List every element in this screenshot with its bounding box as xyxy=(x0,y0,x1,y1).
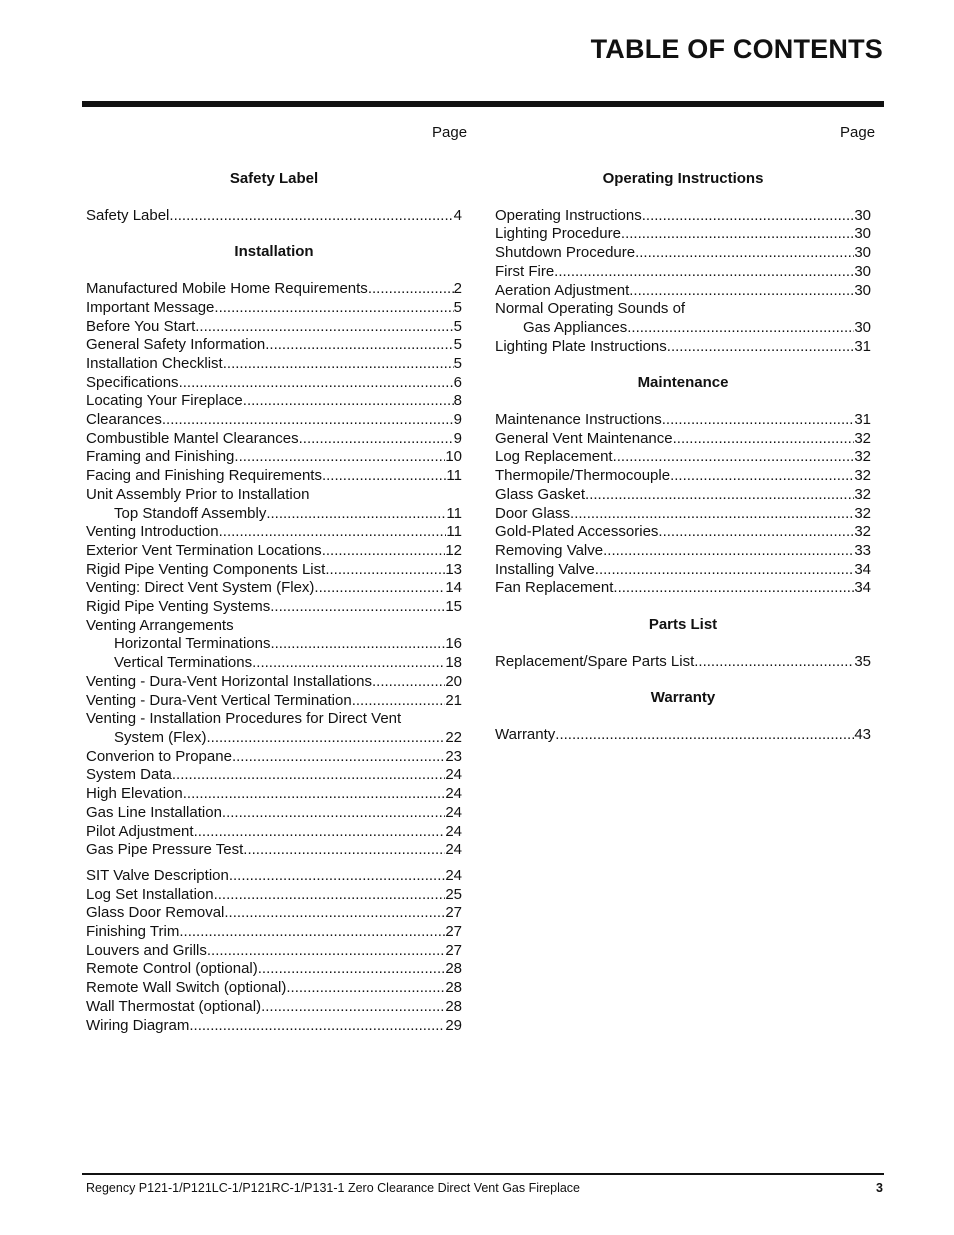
toc-entry-page-number: 8 xyxy=(453,392,462,410)
toc-entry-title: Gas Pipe Pressure Test xyxy=(86,841,244,859)
toc-entry xyxy=(86,904,462,923)
dot-leader xyxy=(219,523,447,542)
toc-entry-page-number: 27 xyxy=(445,941,462,959)
toc-entry-title: Gold-Plated Accessories xyxy=(495,523,659,541)
dot-leader xyxy=(613,448,855,467)
dot-leader xyxy=(322,467,446,486)
toc-entry xyxy=(495,430,871,449)
toc-entry-page-number: 5 xyxy=(453,298,462,316)
dot-leader xyxy=(234,448,445,467)
toc-entry-title: Exterior Vent Termination Locations xyxy=(86,541,322,559)
dot-leader xyxy=(162,411,454,430)
toc-entry xyxy=(86,841,462,860)
toc-entry-title: Venting - Dura-Vent Horizontal Installations xyxy=(86,672,372,690)
toc-entry xyxy=(495,542,871,561)
toc-entry-title: Louvers and Grills xyxy=(86,941,207,959)
toc-entry xyxy=(86,785,462,804)
toc-entry-page-number: 33 xyxy=(854,541,871,559)
toc-entry-title: Locating Your Fireplace xyxy=(86,392,243,410)
toc-entry-title: Rigid Pipe Venting Components List xyxy=(86,560,326,578)
dot-leader xyxy=(261,998,445,1017)
toc-entry-title: Wiring Diagram xyxy=(86,1016,190,1034)
toc-entry-title: Remote Control (optional) xyxy=(86,960,258,978)
toc-entry-title: General Vent Maintenance xyxy=(495,429,673,447)
toc-entry xyxy=(86,617,462,636)
toc-entry xyxy=(86,505,462,524)
toc-entry-page-number: 30 xyxy=(854,225,871,243)
toc-entry-page-number: 11 xyxy=(446,467,462,485)
toc-entry-title: Gas Line Installation xyxy=(86,803,222,821)
toc-entry xyxy=(86,467,462,486)
toc-entry xyxy=(86,561,462,580)
toc-entry xyxy=(495,207,871,226)
toc-entry-page-number: 9 xyxy=(453,411,462,429)
toc-entry xyxy=(86,823,462,842)
toc-entry xyxy=(86,654,462,673)
dot-leader xyxy=(667,338,855,357)
toc-entry xyxy=(495,561,871,580)
toc-entry xyxy=(495,300,871,319)
toc-entry-page-number: 16 xyxy=(445,635,462,653)
toc-entry-title: Removing Valve xyxy=(495,541,604,559)
dot-leader xyxy=(183,785,446,804)
toc-entry-page-number: 5 xyxy=(453,317,462,335)
toc-entry-title: Converion to Propane xyxy=(86,747,232,765)
toc-entry-title: Top Standoff Assembly xyxy=(114,504,267,522)
toc-entry-title: Venting Arrangements xyxy=(86,616,234,634)
toc-entry-title: Thermopile/Thermocouple xyxy=(495,467,671,485)
dot-leader xyxy=(214,299,453,318)
toc-entry-title: Normal Operating Sounds of xyxy=(495,300,686,318)
toc-entry-title: Vertical Terminations xyxy=(114,654,253,672)
dot-leader xyxy=(243,392,454,411)
toc-entry-page-number: 13 xyxy=(445,560,462,578)
toc-entry xyxy=(86,486,462,505)
dot-leader xyxy=(214,886,446,905)
toc-entry-title: Maintenance Instructions xyxy=(495,411,662,429)
toc-entry xyxy=(495,319,871,338)
dot-leader xyxy=(179,923,445,942)
toc-entry xyxy=(86,923,462,942)
dot-leader xyxy=(207,729,446,748)
dot-leader xyxy=(585,486,854,505)
toc-entry xyxy=(495,244,871,263)
toc-entry-page-number: 24 xyxy=(445,866,462,884)
toc-entry-title: Gas Appliances xyxy=(523,318,628,336)
toc-entry-page-number: 4 xyxy=(453,206,462,224)
right-page-column-header: Page xyxy=(840,124,876,141)
toc-entry-page-number: 27 xyxy=(445,904,462,922)
toc-entry xyxy=(495,486,871,505)
toc-entry-page-number: 11 xyxy=(446,523,462,541)
toc-entry-page-number: 18 xyxy=(445,654,462,672)
toc-entry xyxy=(86,748,462,767)
dot-leader xyxy=(555,726,854,745)
toc-entry-page-number: 22 xyxy=(445,728,462,746)
toc-entry-title: Log Set Installation xyxy=(86,885,214,903)
toc-entry-page-number: 28 xyxy=(445,997,462,1015)
toc-entry xyxy=(86,448,462,467)
toc-entry-title: Lighting Plate Instructions xyxy=(495,337,667,355)
section-heading: Installation xyxy=(234,243,314,261)
toc-entry-page-number: 30 xyxy=(854,206,871,224)
toc-right-column xyxy=(495,170,871,745)
toc-entry-page-number: 43 xyxy=(854,726,871,744)
dot-leader xyxy=(670,467,854,486)
toc-entry-title: Pilot Adjustment xyxy=(86,822,194,840)
toc-entry-page-number: 30 xyxy=(854,281,871,299)
dot-leader xyxy=(270,598,445,617)
toc-entry xyxy=(86,318,462,337)
toc-entry-title: Unit Assembly Prior to Installation xyxy=(86,485,310,503)
toc-entry-page-number: 15 xyxy=(445,598,462,616)
toc-entry-page-number: 6 xyxy=(453,373,462,391)
toc-entry-page-number: 25 xyxy=(445,885,462,903)
toc-entry xyxy=(86,579,462,598)
toc-entry-page-number: 5 xyxy=(453,336,462,354)
toc-entry-title: Glass Door Removal xyxy=(86,904,225,922)
toc-entry-title: Installing Valve xyxy=(495,560,595,578)
toc-entry xyxy=(86,411,462,430)
toc-entry-page-number: 21 xyxy=(445,691,462,709)
toc-entry-page-number: 32 xyxy=(854,429,871,447)
toc-entry xyxy=(495,726,871,745)
toc-entry xyxy=(86,635,462,654)
toc-entry-page-number: 12 xyxy=(445,541,462,559)
dot-leader xyxy=(299,430,454,449)
toc-entry xyxy=(495,467,871,486)
dot-leader xyxy=(642,207,855,226)
toc-entry-title: First Fire xyxy=(495,262,555,280)
toc-entry-page-number: 34 xyxy=(854,560,871,578)
dot-leader xyxy=(635,244,854,263)
dot-leader xyxy=(314,579,445,598)
toc-entry-title: Rigid Pipe Venting Systems xyxy=(86,598,271,616)
toc-entry xyxy=(495,411,871,430)
dot-leader xyxy=(368,280,454,299)
dot-leader xyxy=(195,318,453,337)
toc-entry-title: Venting Introduction xyxy=(86,523,219,541)
section-heading: Safety Label xyxy=(229,170,319,187)
toc-entry-page-number: 5 xyxy=(453,354,462,372)
section-heading: Warranty xyxy=(650,689,716,707)
toc-entry-page-number: 30 xyxy=(854,262,871,280)
dot-leader xyxy=(352,692,446,711)
toc-entry xyxy=(86,979,462,998)
toc-entry-page-number: 32 xyxy=(854,523,871,541)
toc-entry-page-number: 2 xyxy=(453,280,462,298)
toc-entry-page-number: 24 xyxy=(445,822,462,840)
toc-entry-page-number: 10 xyxy=(445,448,462,466)
toc-entry xyxy=(86,692,462,711)
toc-entry xyxy=(86,598,462,617)
top-divider xyxy=(82,101,884,107)
toc-entry-title: Before You Start xyxy=(86,317,196,335)
dot-leader xyxy=(266,505,446,524)
toc-entry-title: Specifications xyxy=(86,373,179,391)
dot-leader xyxy=(229,867,445,886)
toc-entry xyxy=(86,542,462,561)
toc-entry-title: Framing and Finishing xyxy=(86,448,235,466)
toc-entry xyxy=(495,338,871,357)
dot-leader xyxy=(658,523,854,542)
toc-entry-page-number: 11 xyxy=(446,504,462,522)
toc-entry-title: Shutdown Procedure xyxy=(495,244,636,262)
toc-entry-title: Finishing Trim xyxy=(86,923,180,941)
section-heading: Parts List xyxy=(648,616,718,634)
dot-leader xyxy=(372,673,445,692)
toc-entry xyxy=(86,960,462,979)
toc-entry-page-number: 31 xyxy=(854,411,871,429)
toc-entry xyxy=(495,225,871,244)
toc-entry-title: Log Replacement xyxy=(495,448,613,466)
toc-entry-title: Replacement/Spare Parts List xyxy=(495,652,695,670)
section-heading: Maintenance xyxy=(637,374,729,392)
toc-entry-title: Venting: Direct Vent System (Flex) xyxy=(86,579,315,597)
dot-leader xyxy=(629,282,854,301)
dot-leader xyxy=(603,542,854,561)
toc-entry-page-number: 35 xyxy=(854,652,871,670)
dot-leader xyxy=(627,319,854,338)
toc-entry xyxy=(86,207,462,226)
dot-leader xyxy=(694,653,854,672)
dot-leader xyxy=(169,207,453,226)
toc-entry-title: Wall Thermostat (optional) xyxy=(86,997,262,1015)
toc-entry xyxy=(86,729,462,748)
toc-entry-page-number: 24 xyxy=(445,785,462,803)
toc-entry xyxy=(86,336,462,355)
toc-entry-title: Venting - Dura-Vent Vertical Termination xyxy=(86,691,352,709)
toc-entry-title: Manufactured Mobile Home Requirements xyxy=(86,280,368,298)
dot-leader xyxy=(286,979,445,998)
toc-entry xyxy=(86,804,462,823)
toc-entry-page-number: 32 xyxy=(854,504,871,522)
toc-entry xyxy=(86,280,462,299)
toc-entry xyxy=(86,998,462,1017)
dot-leader xyxy=(207,942,445,961)
toc-entry-title: System (Flex) xyxy=(114,728,207,746)
toc-entry-page-number: 27 xyxy=(445,923,462,941)
toc-entry xyxy=(86,673,462,692)
toc-entry xyxy=(495,505,871,524)
toc-entry-page-number: 24 xyxy=(445,841,462,859)
toc-entry-page-number: 32 xyxy=(854,485,871,503)
toc-entry xyxy=(495,653,871,672)
toc-entry-page-number: 23 xyxy=(445,747,462,765)
left-page-column-header: Page xyxy=(432,124,468,141)
toc-entry-page-number: 9 xyxy=(453,429,462,447)
toc-entry-page-number: 28 xyxy=(445,979,462,997)
toc-entry-title: Aeration Adjustment xyxy=(495,281,630,299)
toc-entry-title: High Elevation xyxy=(86,785,183,803)
toc-entry-title: Safety Label xyxy=(86,206,170,224)
toc-entry-page-number: 29 xyxy=(445,1016,462,1034)
toc-entry-page-number: 34 xyxy=(854,579,871,597)
toc-entry-page-number: 32 xyxy=(854,467,871,485)
dot-leader xyxy=(570,505,854,524)
toc-entry xyxy=(86,867,462,886)
dot-leader xyxy=(172,766,445,785)
toc-entry-title: Venting - Installation Procedures for Direct Vent xyxy=(86,710,402,728)
toc-entry-title: System Data xyxy=(86,766,172,784)
toc-entry xyxy=(86,710,462,729)
toc-entry xyxy=(86,886,462,905)
toc-entry xyxy=(86,392,462,411)
toc-entry-title: Installation Checklist xyxy=(86,354,223,372)
toc-entry-title: Glass Gasket xyxy=(495,485,586,503)
dot-leader xyxy=(662,411,855,430)
footer-page-number: 3 xyxy=(876,1181,883,1195)
toc-left-column xyxy=(86,170,462,1035)
toc-entry-title: Lighting Procedure xyxy=(495,225,621,243)
toc-entry xyxy=(86,942,462,961)
toc-entry-page-number: 28 xyxy=(445,960,462,978)
toc-entry-title: Remote Wall Switch (optional) xyxy=(86,979,287,997)
toc-entry-page-number: 31 xyxy=(854,337,871,355)
dot-leader xyxy=(179,374,454,393)
toc-entry-title: General Safety Information xyxy=(86,336,266,354)
toc-entry xyxy=(495,282,871,301)
dot-leader xyxy=(595,561,855,580)
dot-leader xyxy=(673,430,855,449)
toc-entry-title: Fan Replacement xyxy=(495,579,614,597)
dot-leader xyxy=(252,654,445,673)
dot-leader xyxy=(194,823,446,842)
toc-entry-title: SIT Valve Description xyxy=(86,866,229,884)
toc-entry-page-number: 32 xyxy=(854,448,871,466)
toc-entry-title: Combustible Mantel Clearances xyxy=(86,429,299,447)
dot-leader xyxy=(223,355,454,374)
dot-leader xyxy=(554,263,854,282)
toc-entry-title: Clearances xyxy=(86,411,162,429)
dot-leader xyxy=(258,960,446,979)
toc-entry-title: Important Message xyxy=(86,298,215,316)
page-title: TABLE OF CONTENTS xyxy=(590,34,883,64)
toc-entry-page-number: 30 xyxy=(854,318,871,336)
toc-entry xyxy=(495,579,871,598)
toc-entry xyxy=(86,523,462,542)
footer-text: Regency P121-1/P121LC-1/P121RC-1/P131-1 Zero Clearance Direct Vent Gas Fireplace xyxy=(86,1181,581,1195)
toc-entry xyxy=(86,766,462,785)
toc-entry-title: Warranty xyxy=(495,726,556,744)
dot-leader xyxy=(232,748,445,767)
bottom-divider xyxy=(82,1173,884,1175)
dot-leader xyxy=(621,225,854,244)
toc-entry xyxy=(495,523,871,542)
toc-entry xyxy=(86,1017,462,1036)
toc-entry xyxy=(86,355,462,374)
toc-entry xyxy=(495,448,871,467)
toc-entry xyxy=(86,299,462,318)
toc-entry xyxy=(86,430,462,449)
dot-leader xyxy=(613,579,854,598)
dot-leader xyxy=(222,804,445,823)
toc-entry-title: Door Glass xyxy=(495,504,571,522)
dot-leader xyxy=(270,635,445,654)
toc-entry xyxy=(86,374,462,393)
dot-leader xyxy=(325,561,445,580)
section-heading: Operating Instructions xyxy=(602,170,764,187)
toc-entry xyxy=(495,263,871,282)
toc-entry-title: Horizontal Terminations xyxy=(114,635,271,653)
toc-entry-title: Facing and Finishing Requirements xyxy=(86,467,322,485)
toc-entry-title: Operating Instructions xyxy=(495,206,642,224)
toc-entry-page-number: 20 xyxy=(445,672,462,690)
dot-leader xyxy=(322,542,446,561)
dot-leader xyxy=(265,336,453,355)
dot-leader xyxy=(224,904,445,923)
toc-entry-page-number: 24 xyxy=(445,766,462,784)
toc-entry-page-number: 24 xyxy=(445,803,462,821)
dot-leader xyxy=(189,1017,445,1036)
toc-entry-page-number: 30 xyxy=(854,244,871,262)
dot-leader xyxy=(243,841,445,860)
toc-entry-page-number: 14 xyxy=(445,579,462,597)
